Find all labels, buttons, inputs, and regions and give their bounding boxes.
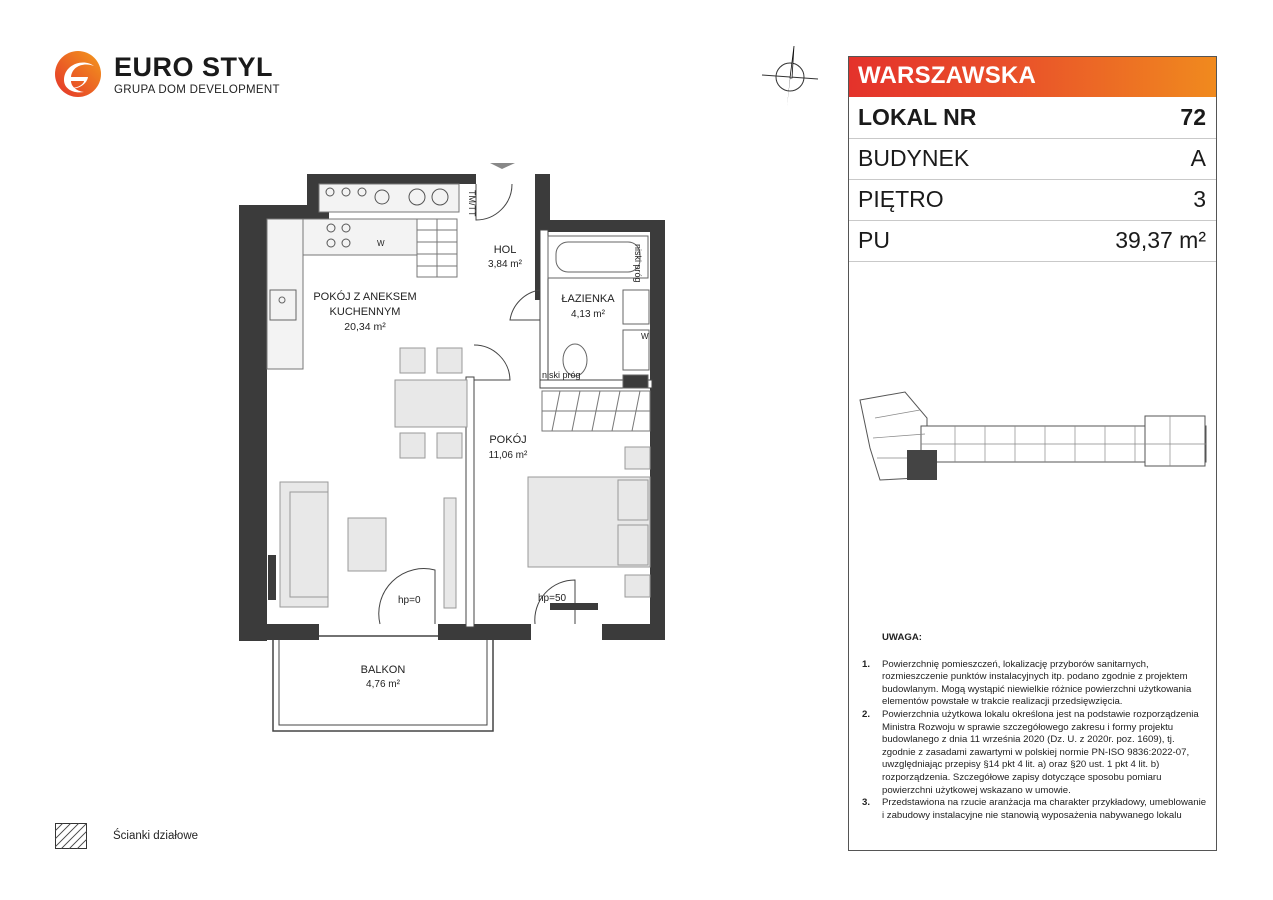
legend-label: Ścianki działowe xyxy=(113,830,199,842)
note-item xyxy=(862,709,1207,797)
bathroom-area: 4,13 m² xyxy=(571,309,605,320)
note-number: 1. xyxy=(862,658,871,670)
kitchen-area: 20,34 m² xyxy=(344,321,386,333)
note-item xyxy=(862,797,1207,822)
partition-wall-legend-icon xyxy=(55,823,87,849)
info-key: PIĘTRO xyxy=(858,186,944,212)
notes-title: UWAGA: xyxy=(882,632,922,643)
euro-styl-logo-icon xyxy=(54,50,102,98)
note-text: Powierzchnię pomieszczeń, lokalizację przyborów sanitarnych, rozmieszczenie punktów instalacyjnych itp. podano zgodnie z projektem budowlanym. Mogą wystąpić niewielkie różnice powierzchni użytkowania elementów powstałe w trakcie realizacji przedsięwzięcia. xyxy=(882,658,1192,708)
building-key-plan xyxy=(855,388,1210,486)
hp50-label: hp=50 xyxy=(538,593,567,604)
info-key: BUDYNEK xyxy=(858,145,970,171)
low-threshold-label: niski próg xyxy=(542,370,581,380)
notes-section xyxy=(862,632,1207,822)
room-area: 11,06 m² xyxy=(488,450,528,461)
info-row-floor xyxy=(849,179,1216,221)
note-text: Przedstawiona na rzucie aranżacja ma charakter przykładowy, umeblowanie i zabudowy instalacyjne nie stanowią wyposażenia nabywanego lokalu xyxy=(882,797,1207,821)
info-row-building xyxy=(849,138,1216,180)
hall-area: 3,84 m² xyxy=(488,259,522,270)
unit-highlight xyxy=(907,450,937,480)
hall-label: HOL xyxy=(493,244,517,256)
hp0-label: hp=0 xyxy=(398,595,421,606)
note-item xyxy=(862,659,1207,709)
info-row-area xyxy=(849,220,1216,262)
tmtt-label: TM/TT xyxy=(467,190,477,217)
bathroom-label: ŁAZIENKA xyxy=(561,293,615,305)
water-label-1: W xyxy=(377,239,385,248)
balcony-area-label: 4,76 m² xyxy=(366,679,400,690)
kitchen-label-2: KUCHENNYM xyxy=(329,306,401,318)
balcony-label: BALKON xyxy=(360,664,406,676)
euro-styl-logo xyxy=(54,50,284,102)
info-value: 39,37 m² xyxy=(1115,227,1206,253)
room-label: POKÓJ xyxy=(489,434,527,446)
info-key: PU xyxy=(858,227,890,253)
info-key: LOKAL NR xyxy=(858,104,977,130)
north-arrow-icon xyxy=(760,44,820,110)
low-threshold-bath-label: niski próg xyxy=(633,244,643,283)
project-header xyxy=(849,57,1216,97)
note-number: 2. xyxy=(862,708,871,720)
info-value: 72 xyxy=(1180,104,1206,130)
info-value: A xyxy=(1190,145,1206,171)
note-number: 3. xyxy=(862,797,871,809)
brand-name: EURO STYL xyxy=(114,52,274,82)
note-text: Powierzchnia użytkowa lokalu określona jest na podstawie rozporządzenia Ministra Rozwoju w sprawie szczegółowego zakresu i formy projektu budowlanego z dnia 11 września 2020 (Dz. U. z 2020r. poz. 1609), tj. zgodnie z zasadami zawartymi w polskiej normie PN-ISO 9836:2022-07, uwzględniając przepisy §14 pkt 4 lit. a) oraz §20 ust. 1 pkt 4 lit. b) rozporządzenia. Szczegółowe zapisy dotyczące sposobu pomiaru powierzchni użytkowej wskazano w umowie. xyxy=(882,708,1199,796)
floor-plan xyxy=(230,150,680,750)
info-row-unit xyxy=(849,97,1216,139)
kitchen-label-1: POKÓJ Z ANEKSEM xyxy=(313,291,417,303)
project-name: WARSZAWSKA xyxy=(858,62,1036,89)
info-value: 3 xyxy=(1193,186,1206,212)
water-label-2: W xyxy=(641,332,649,341)
brand-subtitle: GRUPA DOM DEVELOPMENT xyxy=(114,84,280,96)
